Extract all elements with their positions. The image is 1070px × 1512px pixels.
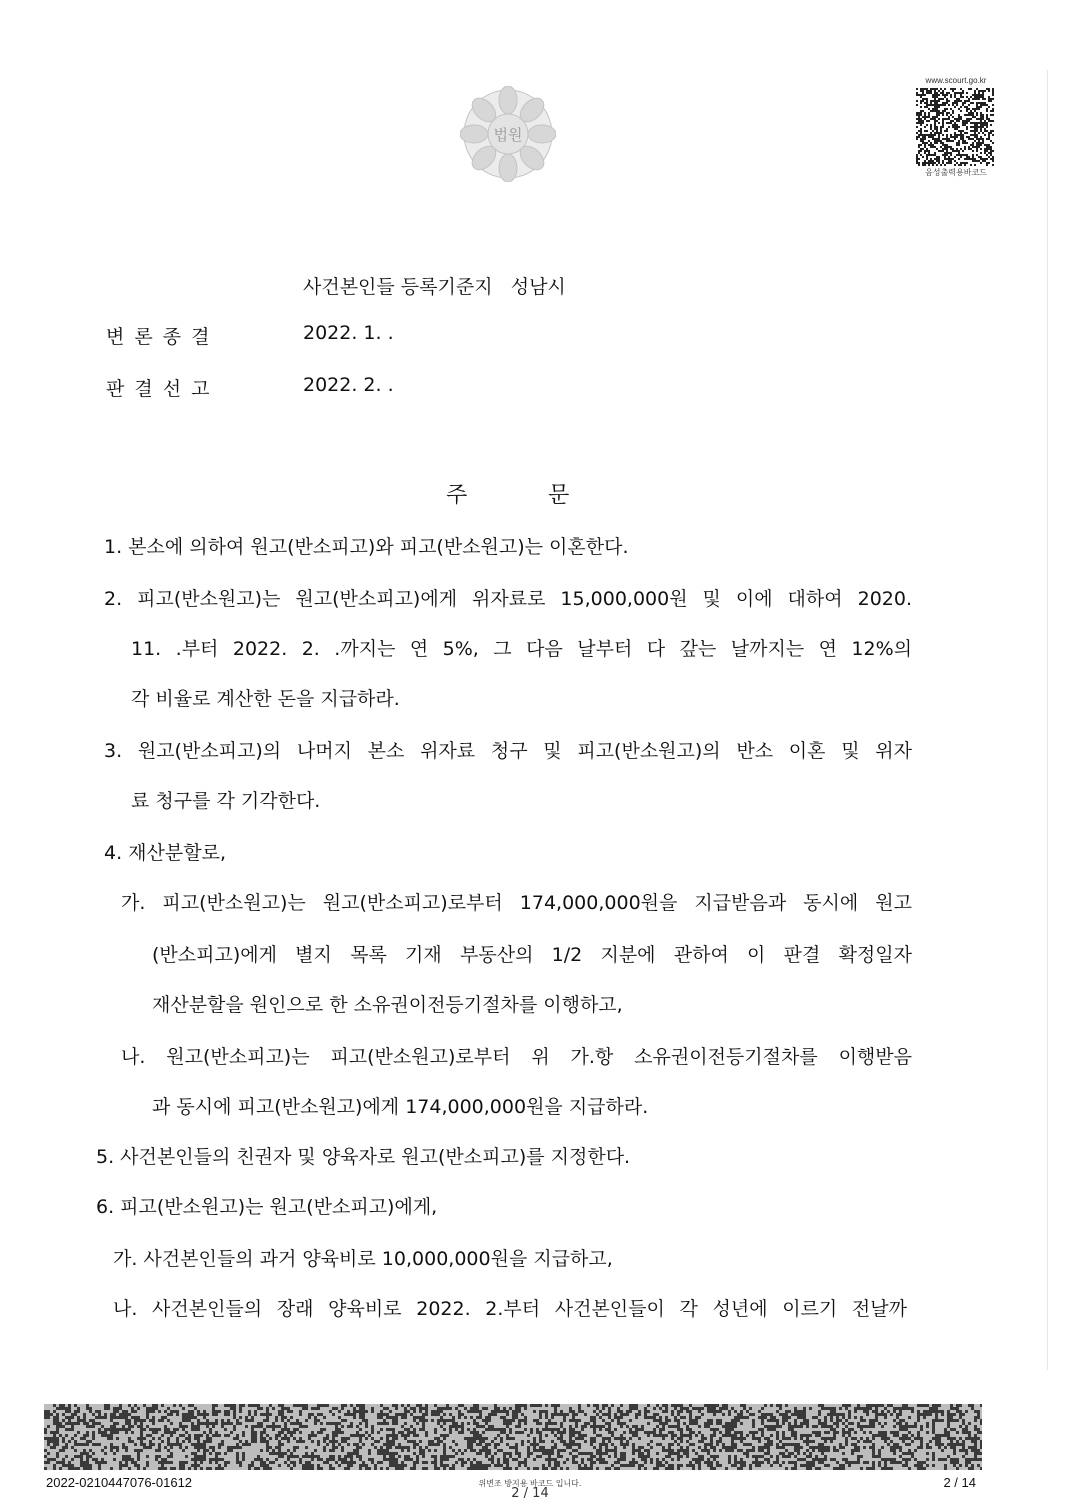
footer-center-page: 2 / 14 xyxy=(511,1486,549,1501)
order-line-13: 5. 사건본인들의 친권자 및 양육자로 원고(반소피고)를 지정한다. xyxy=(96,1146,631,1168)
closing-value: 2022. 1. . xyxy=(303,322,394,344)
order-line-10: 재산분할을 원인으로 한 소유권이전등기절차를 이행하고, xyxy=(152,994,623,1016)
judgment-label: 판 결 선 고 xyxy=(106,378,212,400)
order-line-2: 2. 피고(반소원고)는 원고(반소피고)에게 위자료로 15,000,000원 및 이에 대하여 2020. xyxy=(104,588,912,610)
closing-label: 변 론 종 결 xyxy=(106,326,212,348)
order-line-15: 가. 사건본인들의 과거 양육비로 10,000,000원을 지급하고, xyxy=(113,1248,613,1270)
order-line-1: 1. 본소에 의하여 원고(반소피고)와 피고(반소원고)는 이혼한다. xyxy=(104,536,629,558)
page-number: 2 / 14 xyxy=(943,1475,976,1490)
qr-url: www.scourt.go.kr xyxy=(925,76,987,85)
qr-caption: 음성출력용바코드 xyxy=(925,168,987,177)
registry-value: 성남시 xyxy=(510,276,566,298)
seal-text: 법원 xyxy=(493,126,523,144)
order-line-8: 가. 피고(반소원고)는 원고(반소피고)로부터 174,000,000원을 지급받음과 동시에 원고 xyxy=(121,892,912,914)
anti-forgery-barcode-icon xyxy=(44,1404,982,1470)
order-line-14: 6. 피고(반소원고)는 원고(반소피고)에게, xyxy=(96,1196,438,1218)
qr-code-icon xyxy=(916,88,994,166)
court-seal-icon xyxy=(460,86,556,182)
order-line-3: 11. .부터 2022. 2. .까지는 연 5%, 그 다음 날부터 다 갚는 날까지는 연 12%의 xyxy=(131,638,912,660)
order-line-16: 나. 사건본인들의 장래 양육비로 2022. 2.부터 사건본인들이 각 성년에 이르기 전날까 xyxy=(113,1298,907,1320)
document-id: 2022-0210447076-01612 xyxy=(46,1475,193,1490)
order-line-7: 4. 재산분할로, xyxy=(104,842,226,864)
order-heading-left: 주 xyxy=(446,483,468,508)
order-line-4: 각 비율로 계산한 돈을 지급하라. xyxy=(131,688,400,710)
barcode-note: 위변조 방지용 바코드 입니다. xyxy=(478,1479,582,1488)
order-line-11: 나. 원고(반소피고)는 피고(반소원고)로부터 위 가.항 소유권이전등기절차를 이행받음 xyxy=(121,1046,912,1068)
registry-label: 사건본인들 등록기준지 xyxy=(303,276,493,298)
page-edge xyxy=(1047,70,1048,1370)
judgment-value: 2022. 2. . xyxy=(303,374,394,396)
order-heading-right: 문 xyxy=(548,483,570,508)
order-line-5: 3. 원고(반소피고)의 나머지 본소 위자료 청구 및 피고(반소원고)의 반소 이혼 및 위자 xyxy=(104,740,912,762)
registry-row xyxy=(303,272,566,299)
order-line-9: (반소피고)에게 별지 목록 기재 부동산의 1/2 지분에 관하여 이 판결 확정일자 xyxy=(152,944,912,966)
order-line-6: 료 청구를 각 기각한다. xyxy=(131,790,321,812)
order-line-12: 과 동시에 피고(반소원고)에게 174,000,000원을 지급하라. xyxy=(152,1096,649,1118)
